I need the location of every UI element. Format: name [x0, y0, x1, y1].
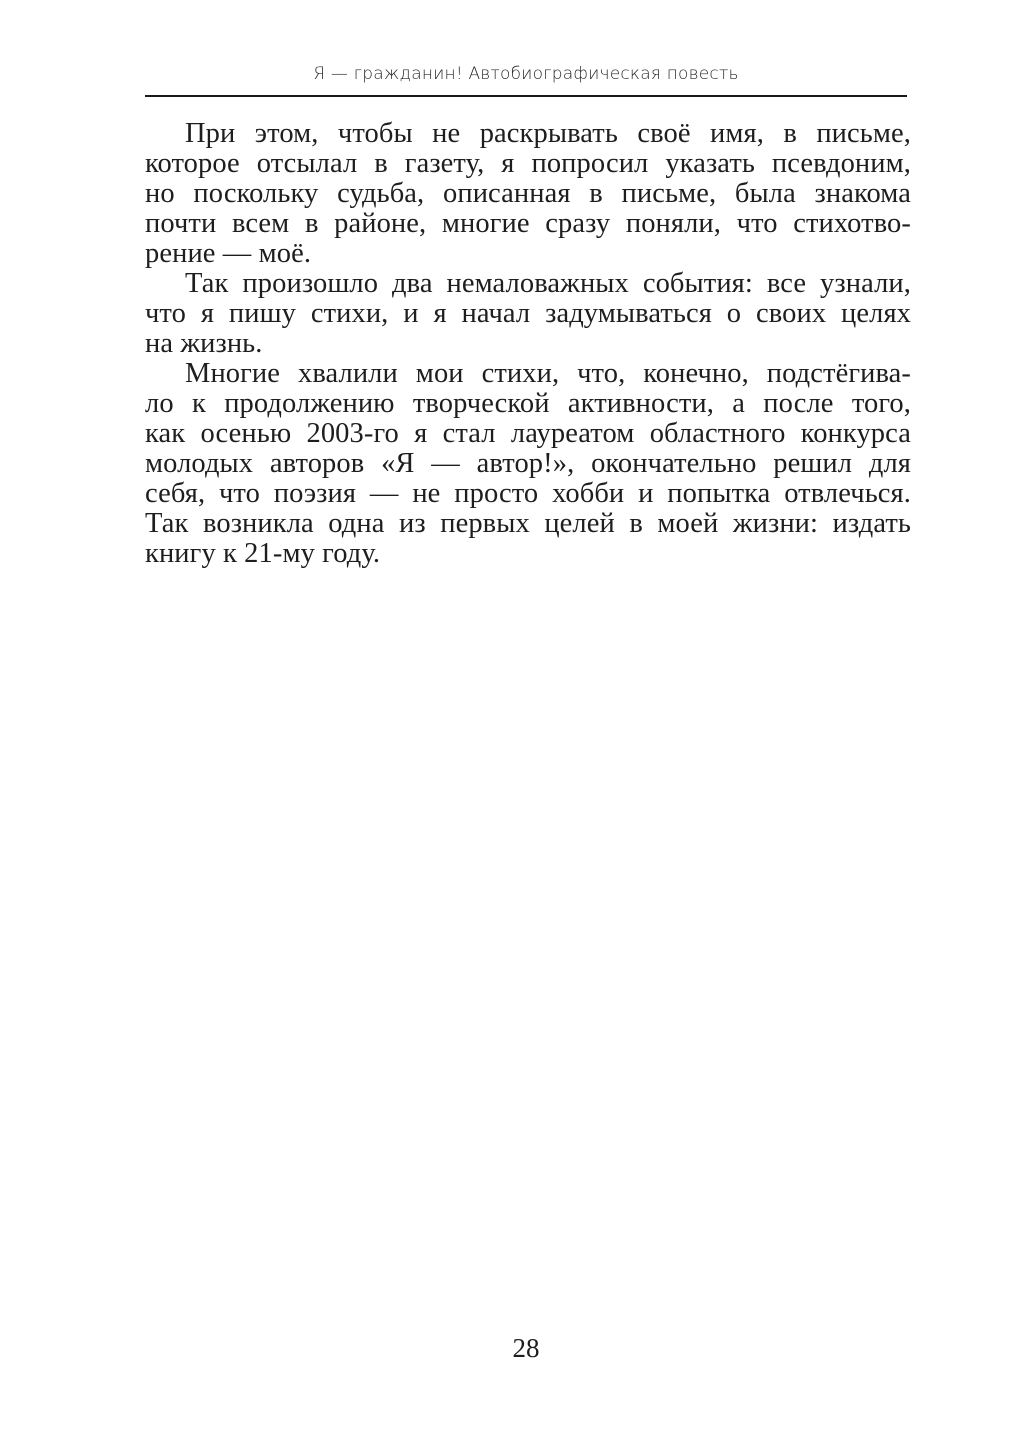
- paragraph-2: [145, 269, 911, 359]
- header-divider: [145, 95, 907, 97]
- paragraph-3: [145, 359, 911, 569]
- page-body: [145, 119, 911, 569]
- text-line: молодых авторов «Я — автор!», окончательно решил для: [145, 448, 911, 479]
- text-line: что я пишу стихи, и я начал задумываться о своих целях: [145, 298, 911, 329]
- text-line: рение — моё.: [145, 238, 312, 269]
- text-line: почти всем в районе, многие сразу поняли, что стихотво-: [145, 208, 911, 239]
- page-number: 28: [512, 1333, 540, 1363]
- text-line: При этом, чтобы не раскрывать своё имя, в письме,: [185, 118, 911, 149]
- text-line: которое отсылал в газету, я попросил указать псевдоним,: [145, 148, 911, 179]
- paragraph-1: [145, 119, 911, 269]
- text-line: как осенью 2003-го я стал лауреатом областного конкурса: [145, 418, 911, 449]
- text-line: но поскольку судьба, описанная в письме, была знакома: [145, 178, 911, 209]
- text-line: ло к продолжению творческой активности, а после того,: [145, 388, 911, 419]
- text-line: Так возникла одна из первых целей в моей жизни: издать: [145, 508, 911, 539]
- text-line: себя, что поэзия — не просто хобби и попытка отвлечься.: [145, 478, 911, 509]
- text-line: на жизнь.: [145, 328, 263, 359]
- text-line: книгу к 21-му году.: [145, 538, 381, 569]
- text-line: Так произошло два немаловажных события: все узнали,: [185, 268, 911, 299]
- running-header-title: Я — гражданин! Автобиографическая повесть: [313, 64, 739, 84]
- text-line: Многие хвалили мои стихи, что, конечно, подстёгива-: [185, 358, 911, 389]
